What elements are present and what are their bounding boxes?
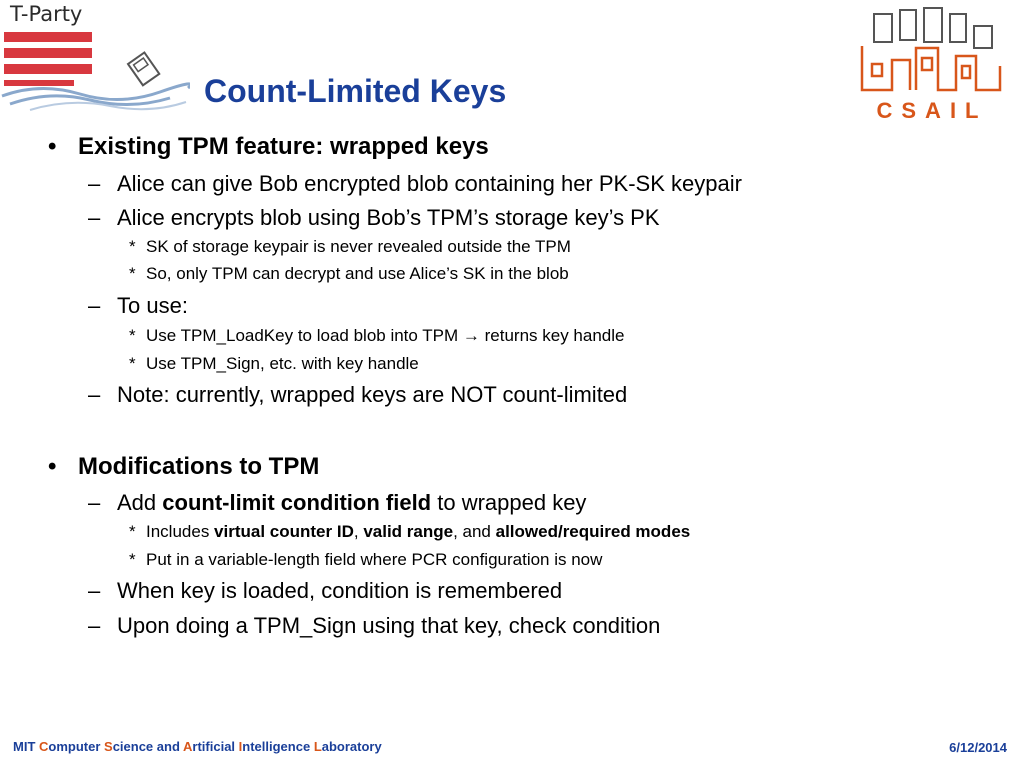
tparty-label: T-Party: [10, 2, 83, 26]
footer-text: omputer: [48, 739, 105, 754]
subsubbullet-text: Includes virtual counter ID, valid range, and allowed/required modes: [146, 522, 691, 541]
footer-text: ntelligence: [242, 739, 314, 754]
star-mark: *: [129, 237, 136, 256]
dash-mark: –: [88, 613, 101, 638]
star-mark: *: [129, 550, 136, 569]
dash-mark: –: [88, 205, 101, 230]
star-mark: *: [129, 522, 136, 541]
csail-wordmark: CSAIL: [876, 98, 988, 122]
dash-mark: –: [88, 490, 101, 515]
subsubbullet-text: Use TPM_LoadKey to load blob into TPM → returns key handle: [146, 326, 625, 345]
footer-text: MIT: [13, 739, 39, 754]
footer-initial: A: [183, 739, 193, 754]
subsubbullet-text: Put in a variable-length field where PCR configuration is now: [146, 550, 603, 569]
tparty-logo: [0, 26, 190, 116]
footer-initial: S: [104, 739, 113, 754]
bullet-mark: •: [48, 133, 57, 160]
subbullet-text: Add count-limit condition field to wrapped key: [117, 490, 587, 515]
subbullet-text: Upon doing a TPM_Sign using that key, check condition: [117, 613, 661, 638]
subbullet-text: Note: currently, wrapped keys are NOT count-limited: [117, 382, 628, 407]
dash-mark: –: [88, 382, 101, 407]
subsubbullet-text: So, only TPM can decrypt and use Alice’s SK in the blob: [146, 264, 569, 283]
subbullet-text: When key is loaded, condition is remembered: [117, 578, 563, 603]
star-mark: *: [129, 354, 136, 373]
star-mark: *: [129, 326, 136, 345]
footer-initial: L: [313, 739, 322, 754]
bullet-mark: •: [48, 453, 57, 480]
footer-initial: C: [39, 739, 49, 754]
footer-text: aboratory: [321, 739, 382, 754]
subsubbullet-text: SK of storage keypair is never revealed outside the TPM: [146, 237, 571, 256]
dash-mark: –: [88, 293, 101, 318]
csail-logo: [852, 2, 1012, 122]
footer-lab-name: [13, 739, 382, 754]
subbullet-text: Alice encrypts blob using Bob’s TPM’s storage key’s PK: [117, 205, 660, 230]
right-arrow-icon: →: [462, 326, 480, 345]
footer-initial: I: [238, 739, 243, 754]
star-mark: *: [129, 264, 136, 283]
subbullet-text: Alice can give Bob encrypted blob containing her PK-SK keypair: [117, 171, 742, 196]
dash-mark: –: [88, 578, 101, 603]
bullet-text: Existing TPM feature: wrapped keys: [78, 133, 489, 160]
subbullet-text: To use:: [117, 293, 188, 318]
footer-text: cience and: [112, 739, 184, 754]
dash-mark: –: [88, 171, 101, 196]
slide-title: Count-Limited Keys: [204, 73, 507, 109]
bullet-text: Modifications to TPM: [78, 453, 320, 480]
subsubbullet-text: Use TPM_Sign, etc. with key handle: [146, 354, 419, 373]
footer-text: rtificial: [192, 739, 239, 754]
footer-date: 6/12/2014: [949, 740, 1007, 755]
